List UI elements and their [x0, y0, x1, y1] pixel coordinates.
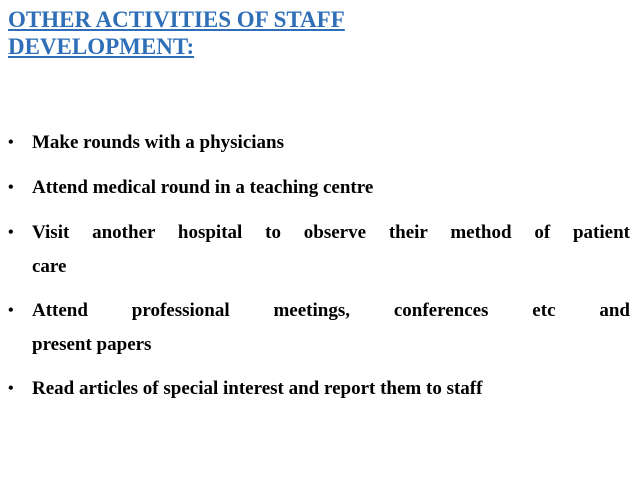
slide-title-line-2: DEVELOPMENT:	[8, 34, 195, 59]
bullet-text-continuation: care	[32, 256, 67, 277]
slide-title	[8, 6, 528, 60]
bullet-item	[0, 294, 638, 362]
bullet-text: Read articles of special interest and report them to staff	[32, 378, 483, 399]
bullet-text: Attend medical round in a teaching centre	[32, 177, 374, 198]
bullet-text: Make rounds with a physicians	[32, 132, 284, 153]
bullet-item	[0, 372, 638, 406]
bullet-dot-icon: •	[8, 302, 14, 319]
bullet-dot-icon: •	[8, 134, 14, 151]
bullet-dot-icon: •	[8, 380, 14, 397]
bullet-text: Visit another hospital to observe their method of patient	[32, 222, 630, 243]
bullet-item	[0, 126, 638, 160]
slide-title-line-1: OTHER ACTIVITIES OF STAFF	[8, 7, 345, 32]
bullet-text: Attend professional meetings, conferences etc and	[32, 300, 630, 321]
bullet-dot-icon: •	[8, 224, 14, 241]
bullet-text-continuation: present papers	[32, 334, 152, 355]
bullet-item	[0, 171, 638, 205]
bullet-list	[0, 126, 638, 406]
bullet-dot-icon: •	[8, 179, 14, 196]
bullet-item	[0, 216, 638, 284]
